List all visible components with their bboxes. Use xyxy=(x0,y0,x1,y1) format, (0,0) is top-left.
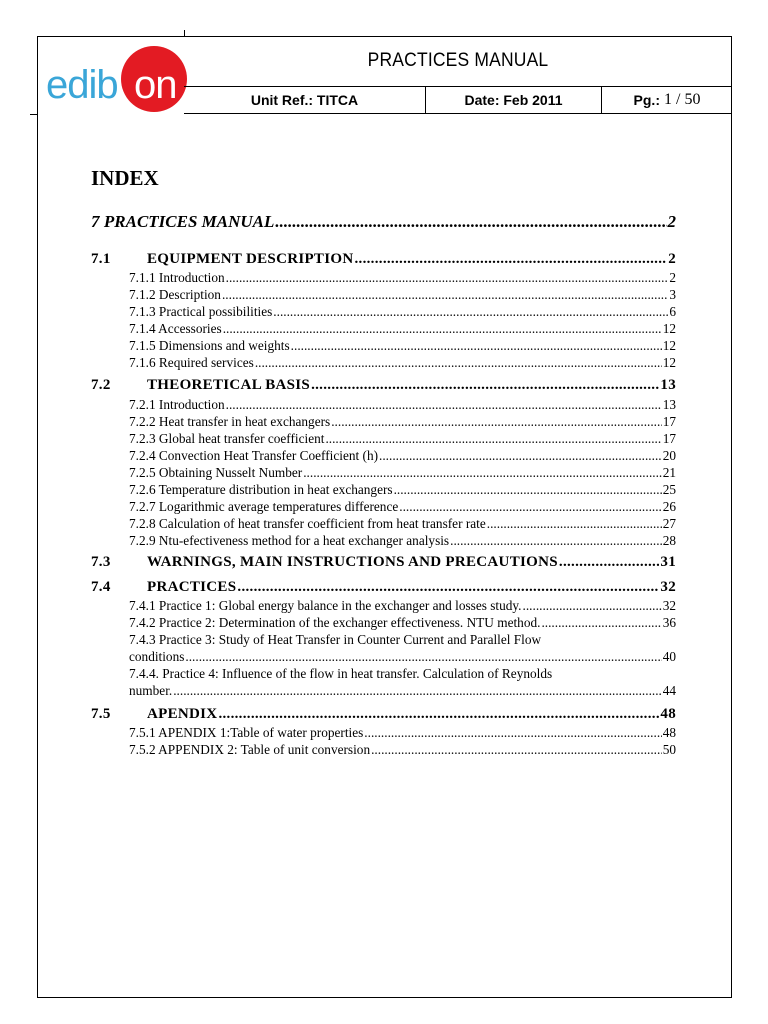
item-title: 7.1.3 Practical possibilities xyxy=(129,304,273,319)
index-heading: INDEX xyxy=(91,166,159,190)
item-page: 2 xyxy=(669,270,676,285)
dot-leader xyxy=(311,377,659,394)
item-page: 25 xyxy=(662,482,676,497)
corner-tick-top xyxy=(184,30,185,37)
toc-item[interactable] xyxy=(129,742,676,758)
item-title-cont: number. xyxy=(129,683,173,698)
toc-section-7-5[interactable] xyxy=(91,706,676,723)
toc-item[interactable] xyxy=(129,516,676,532)
corner-tick-left xyxy=(30,114,38,115)
item-page: 12 xyxy=(662,355,676,370)
item-page: 17 xyxy=(662,431,676,446)
logo-text: edib xyxy=(46,63,118,107)
chapter-page: 2 xyxy=(667,212,676,231)
date-field: Date: Feb 2011 xyxy=(426,87,602,113)
item-page: 28 xyxy=(662,533,676,548)
item-page: 27 xyxy=(662,516,676,531)
item-title: 7.2.3 Global heat transfer coefficient xyxy=(129,431,325,446)
toc-section-7-2[interactable] xyxy=(91,377,676,394)
section-title: WARNINGS, MAIN INSTRUCTIONS AND PRECAUTIONS xyxy=(147,554,558,570)
page-number xyxy=(602,87,732,113)
svg-text:on: on xyxy=(134,63,177,107)
toc-item[interactable] xyxy=(129,482,676,498)
item-title: 7.1.1 Introduction xyxy=(129,270,225,285)
section-number: 7.2 xyxy=(91,377,111,393)
toc-item[interactable] xyxy=(129,533,676,549)
item-title: 7.2.6 Temperature distribution in heat exchangers xyxy=(129,482,393,497)
item-title: 7.1.4 Accessories xyxy=(129,321,222,336)
toc-section-7-1[interactable] xyxy=(91,251,676,268)
section-page: 32 xyxy=(660,579,676,595)
dot-leader xyxy=(399,499,661,515)
dot-leader xyxy=(325,431,661,447)
dot-leader xyxy=(223,321,662,337)
dot-leader xyxy=(371,742,662,758)
page-value: 1 / 50 xyxy=(664,91,701,108)
toc-item[interactable] xyxy=(129,321,676,337)
section-number: 7.5 xyxy=(91,706,111,722)
toc-item[interactable] xyxy=(129,304,676,320)
item-page: 12 xyxy=(662,338,676,353)
item-title: 7.2.5 Obtaining Nusselt Number xyxy=(129,465,303,480)
item-title: 7.1.5 Dimensions and weights xyxy=(129,338,290,353)
item-title: 7.2.7 Logarithmic average temperatures difference xyxy=(129,499,399,514)
item-page: 36 xyxy=(662,615,676,630)
dot-leader xyxy=(237,579,659,596)
item-page: 44 xyxy=(662,683,676,698)
dot-leader xyxy=(394,482,662,498)
item-title: 7.4.2 Practice 2: Determination of the exchanger effectiveness. NTU method. xyxy=(129,615,541,630)
item-page: 48 xyxy=(662,725,676,740)
toc-item-title-line[interactable]: 7.4.4. Practice 4: Influence of the flow in heat transfer. Calculation of Reynolds xyxy=(129,666,553,681)
item-page: 26 xyxy=(662,499,676,514)
item-title-cont: conditions xyxy=(129,649,185,664)
item-page: 32 xyxy=(662,598,676,613)
item-title: 7.5.2 APPENDIX 2: Table of unit conversion xyxy=(129,742,371,757)
dot-leader xyxy=(331,414,661,430)
item-page: 12 xyxy=(662,321,676,336)
dot-leader xyxy=(303,465,661,481)
dot-leader xyxy=(364,725,661,741)
toc-section-7-4[interactable] xyxy=(91,579,676,596)
item-page: 21 xyxy=(662,465,676,480)
dot-leader xyxy=(226,270,669,286)
manual-title: PRACTICES MANUAL xyxy=(367,50,549,71)
item-page: 50 xyxy=(662,742,676,757)
edibon-logo xyxy=(44,42,190,116)
section-page: 48 xyxy=(660,706,676,722)
dot-leader xyxy=(173,683,661,699)
dot-leader xyxy=(450,533,662,549)
section-page: 13 xyxy=(660,377,676,393)
toc-chapter[interactable] xyxy=(91,212,676,232)
dot-leader xyxy=(354,251,667,268)
item-title: 7.4.1 Practice 1: Global energy balance in the exchanger and losses study. xyxy=(129,598,522,613)
chapter-number: 7 xyxy=(91,212,100,231)
toc-item[interactable] xyxy=(129,448,676,464)
section-title: PRACTICES xyxy=(147,579,237,595)
item-page: 40 xyxy=(662,649,676,664)
section-title: EQUIPMENT DESCRIPTION xyxy=(147,251,354,267)
section-number: 7.3 xyxy=(91,554,111,570)
dot-leader xyxy=(218,706,659,723)
item-title: 7.5.1 APENDIX 1:Table of water properties xyxy=(129,725,364,740)
dot-leader xyxy=(222,287,668,303)
toc-item[interactable] xyxy=(129,499,676,515)
dot-leader xyxy=(487,516,662,532)
dot-leader xyxy=(523,598,662,614)
item-title: 7.2.4 Convection Heat Transfer Coefficient (h) xyxy=(129,448,379,463)
toc-item[interactable] xyxy=(129,397,676,413)
section-title: THEORETICAL BASIS xyxy=(147,377,311,393)
toc-item[interactable] xyxy=(129,615,676,631)
toc-item[interactable] xyxy=(129,431,676,447)
unit-ref: Unit Ref.: TITCA xyxy=(184,87,426,113)
header-info-row xyxy=(184,86,732,114)
toc-item[interactable] xyxy=(129,287,676,303)
toc-item-title-line[interactable]: 7.4.3 Practice 3: Study of Heat Transfer in Counter Current and Parallel Flow xyxy=(129,632,542,647)
toc-item[interactable] xyxy=(129,598,676,614)
section-page: 2 xyxy=(668,251,676,267)
section-number: 7.1 xyxy=(91,251,111,267)
item-title: 7.1.6 Required services xyxy=(129,355,254,370)
item-page: 13 xyxy=(662,397,676,412)
section-page: 31 xyxy=(660,554,676,570)
dot-leader xyxy=(273,304,668,320)
dot-leader xyxy=(291,338,662,354)
section-number: 7.4 xyxy=(91,579,111,595)
page-label: Pg.: xyxy=(633,92,660,108)
dot-leader xyxy=(255,355,662,371)
item-page: 3 xyxy=(669,287,676,302)
item-title: 7.2.9 Ntu-efectiveness method for a heat exchanger analysis xyxy=(129,533,450,548)
dot-leader xyxy=(379,448,662,464)
chapter-title: PRACTICES MANUAL xyxy=(103,212,275,231)
item-title: 7.1.2 Description xyxy=(129,287,221,302)
toc-item[interactable] xyxy=(129,414,676,430)
toc-item[interactable] xyxy=(129,465,676,481)
toc-section-7-3[interactable] xyxy=(91,554,676,571)
toc-item[interactable] xyxy=(129,649,676,665)
item-title: 7.2.1 Introduction xyxy=(129,397,225,412)
dot-leader xyxy=(275,212,666,232)
dot-leader xyxy=(559,554,660,571)
toc-item[interactable] xyxy=(129,355,676,371)
item-title: 7.2.2 Heat transfer in heat exchangers xyxy=(129,414,331,429)
item-page: 17 xyxy=(662,414,676,429)
item-page: 6 xyxy=(669,304,676,319)
dot-leader xyxy=(185,649,661,665)
toc-item[interactable] xyxy=(129,270,676,286)
toc-item[interactable] xyxy=(129,683,676,699)
dot-leader xyxy=(541,615,661,631)
toc-item[interactable] xyxy=(129,725,676,741)
toc-item[interactable] xyxy=(129,338,676,354)
dot-leader xyxy=(226,397,662,413)
section-title: APENDIX xyxy=(147,706,218,722)
item-page: 20 xyxy=(662,448,676,463)
item-title: 7.2.8 Calculation of heat transfer coefficient from heat transfer rate xyxy=(129,516,486,531)
